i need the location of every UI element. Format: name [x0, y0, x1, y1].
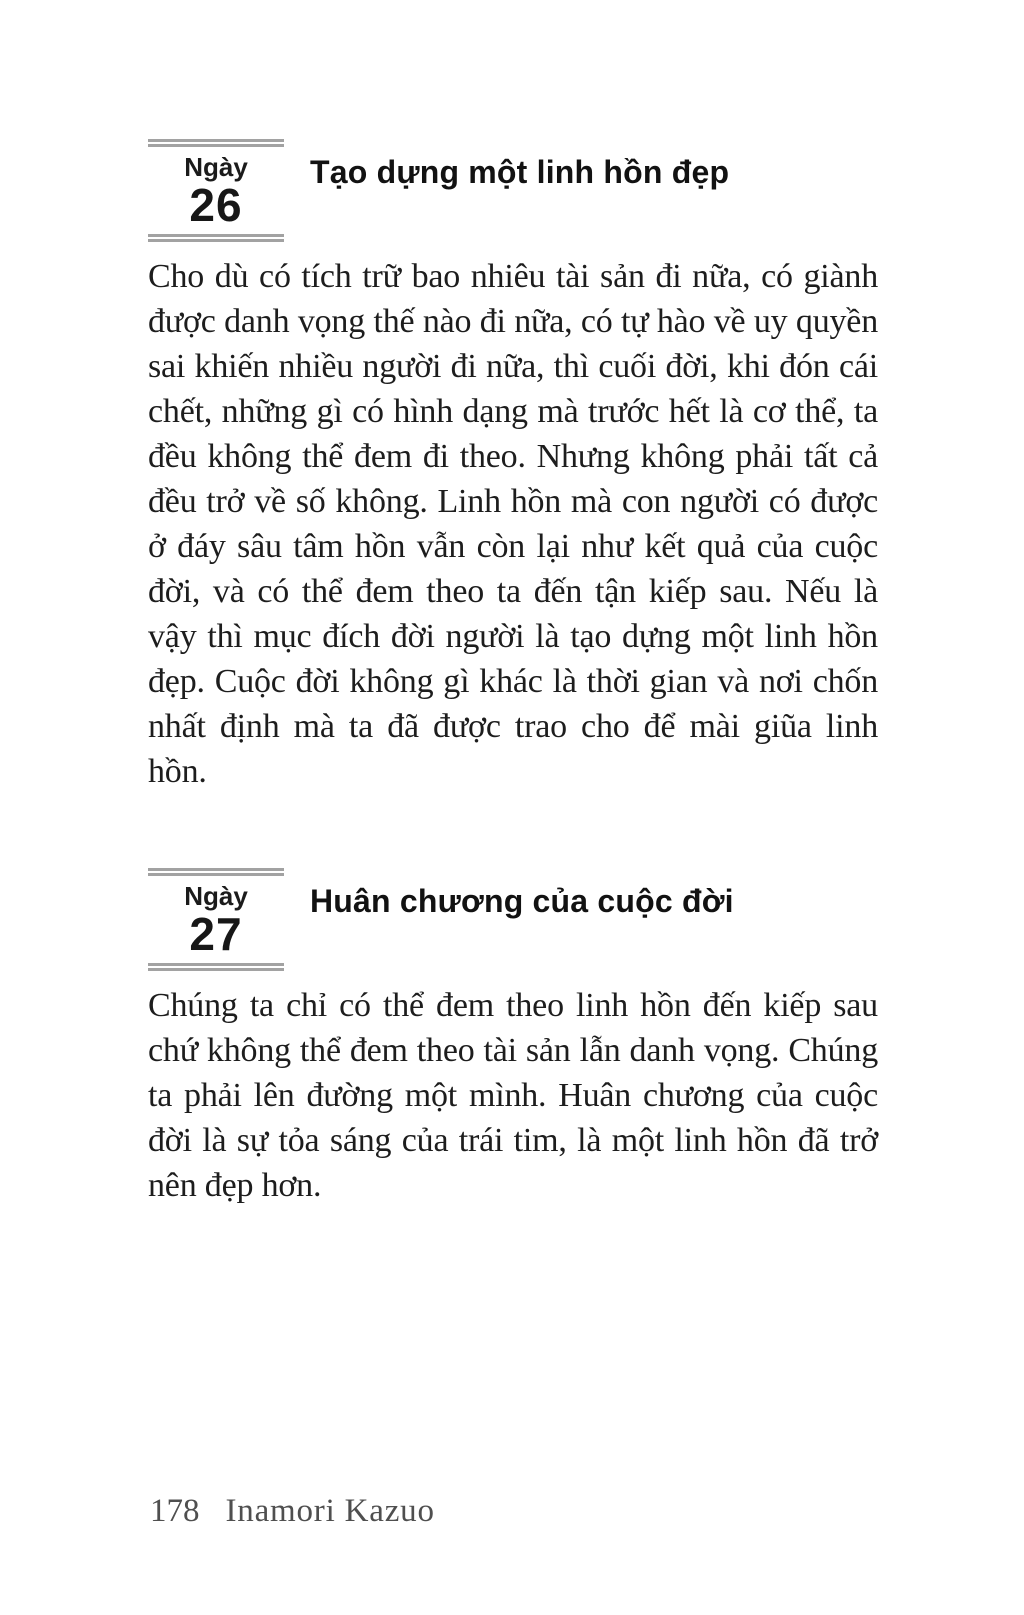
day-badge [148, 139, 284, 242]
day-label: Ngày [184, 152, 248, 182]
page-number: 178 [150, 1493, 200, 1529]
entry-title: Huân chương của cuộc đời [310, 883, 734, 919]
day-badge [148, 868, 284, 971]
entry-header-27 [148, 868, 878, 971]
running-head-author: Inamori Kazuo [225, 1493, 435, 1529]
entry-header-26 [148, 139, 878, 242]
day-entry-26 [148, 139, 878, 794]
page-footer [150, 1492, 435, 1530]
day-number: 27 [189, 908, 243, 960]
day-entry-27 [148, 868, 878, 1208]
entry-body-text: Cho dù có tích trữ bao nhiêu tài sản đi nữa, có giành được danh vọng thế nào đi nữa, có tự hào về uy quyền sai khiến nhiều người đi nữa, thì cuối đời, khi đón cái chết, những gì có hình dạng mà trước hết là cơ thể, ta đều không thể đem đi theo. Nhưng không phải tất cả đều trở về số không. Linh hồn mà con người có được ở đáy sâu tâm hồn vẫn còn lại như kết quả của cuộc đời, và có thể đem theo ta đến tận kiếp sau. Nếu là vậy thì mục đích đời người là tạo dựng một linh hồn đẹp. Cuộc đời không gì khác là thời gian và nơi chốn nhất định mà ta đã được trao cho để mài giũa linh hồn. [148, 258, 878, 790]
entry-body-text: Chúng ta chỉ có thể đem theo linh hồn đến kiếp sau chứ không thể đem theo tài sản lẫn danh vọng. Chúng ta phải lên đường một mình. Huân chương của cuộc đời là sự tỏa sáng của trái tim, là một linh hồn đã trở nên đẹp hơn. [148, 987, 878, 1204]
day-label: Ngày [184, 881, 248, 911]
day-number: 26 [189, 179, 243, 231]
entry-title: Tạo dựng một linh hồn đẹp [310, 154, 730, 190]
page-content [148, 139, 878, 1208]
